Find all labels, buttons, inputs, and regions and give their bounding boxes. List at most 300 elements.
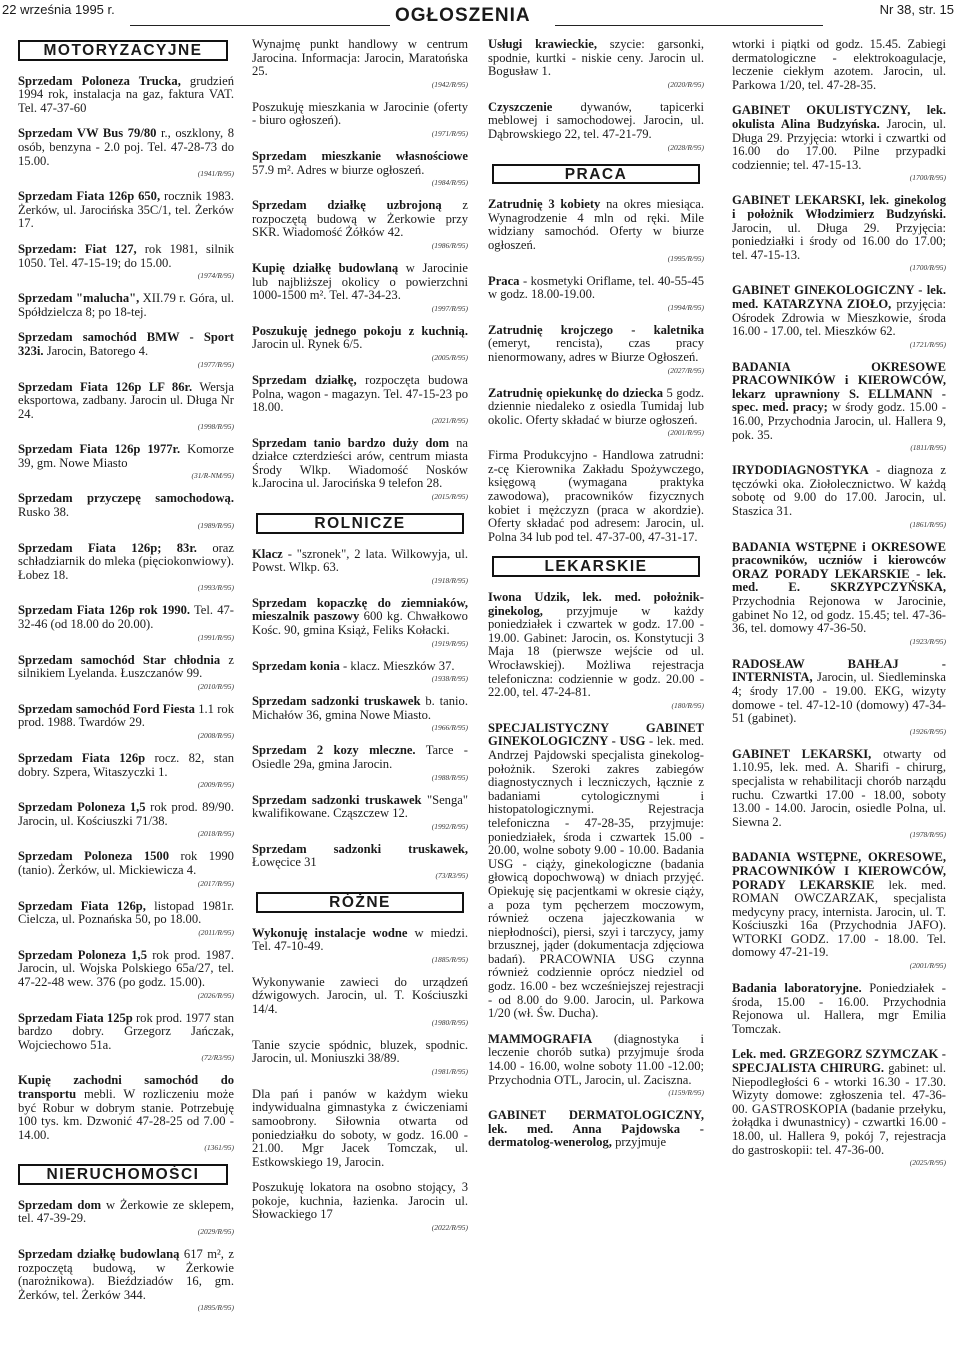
classified-ad	[18, 654, 234, 691]
ad-code: (1995/R/95)	[667, 253, 704, 263]
classified-ad	[18, 492, 234, 529]
ad-lead: GABINET LEKARSKI,	[732, 746, 872, 761]
classified-ad	[252, 976, 468, 1027]
classified-ad	[252, 374, 468, 425]
ad-code: (1811/R/95)	[910, 443, 946, 453]
ad-body: mebli. W rozliczeniu może być Robur w dobrym stanie. Potrzebuję 100 tys. km. Dzwonić 47-28-25 od 7.00 - 14.00.	[18, 1086, 234, 1142]
ad-text	[732, 361, 946, 443]
ad-lead: Sprzedam "malucha",	[18, 291, 140, 306]
section-heading: ROLNICZE	[256, 513, 464, 534]
classified-ad	[18, 1074, 234, 1152]
classified-ad	[732, 851, 946, 970]
classified-ad	[488, 275, 704, 312]
ad-lead: Sprzedam Fiata 126p rok 1990.	[18, 603, 191, 618]
classified-ad	[252, 1088, 468, 1170]
ad-body: dywanów, tapicerki meblowej i samochodowej. Jarocin, ul. Dąbrowskiego 22, tel. 47-21-79.	[488, 99, 704, 141]
ad-text	[18, 850, 234, 877]
ad-code: (1861/R/95)	[909, 519, 946, 529]
classified-ad	[732, 38, 946, 92]
ad-code: (1895/R/95)	[197, 1303, 234, 1313]
ad-lead: Sprzedam Fiata 126p LF 86r.	[18, 379, 193, 394]
ad-text	[252, 794, 468, 821]
ad-lead: Sprzedam działkę uzbrojoną	[252, 198, 442, 213]
ad-lead: Iwona Udzik, lek. med. położnik-ginekolog,	[488, 590, 704, 618]
ad-text	[252, 199, 468, 240]
ad-lead: Sprzedam Poloneza 1500	[18, 849, 170, 864]
classified-ad	[732, 464, 946, 528]
ad-code: (1993/R/95)	[197, 583, 234, 593]
ad-lead: Sprzedam dom	[18, 1197, 102, 1212]
ad-lead: GABINET DERMATOLOGICZNY, lek. med. Anna Pajdowska - dermatolog-wenerolog,	[488, 1108, 704, 1150]
ad-body: rok prod. 89/90. Jarocin, ul. Kościuszki 71/38.	[18, 800, 234, 828]
classified-ad	[488, 449, 704, 544]
classified-ad	[18, 1248, 234, 1312]
ad-body: w środy godz. 15.00 - 16.00, Przychodnia Jarocin, ul. Hallera 9, pok. 35.	[732, 400, 947, 442]
ad-body: grudzień 1994 rok, instalacja na gaz, faktura VAT. Tel. 47-37-60	[18, 73, 234, 115]
ad-code: (1977/R/95)	[197, 359, 234, 369]
ad-body: Dla pań i panów w każdym wieku indywidualna gimnastyka z ćwiczeniami samoobrony. Siłownia otwarta od poniedziałku do soboty, w godz. 16.00 - 21.00. Mgr Jacek Tomczak, ul. Estkowskiego 19, Jarocin.	[252, 1086, 468, 1169]
ad-lead: Usługi krawieckie,	[488, 37, 597, 51]
ad-body: Poniedziałek - środa, 15.00 - 16.00. Przychodnia Rejonowa ul. Hallera, mgr Emilia Tomczak.	[732, 981, 946, 1036]
classified-ad	[488, 722, 704, 1021]
ad-code: (180/R/95)	[671, 700, 704, 710]
ad-body: szycie: garsonki, spodnie, kurtki - niskie ceny. Jarocin ul. Bogusław 1.	[488, 37, 704, 79]
ad-code: (2011/R/95)	[198, 927, 234, 937]
ad-lead: Lek. med. GRZEGORZ SZYMCZAK - SPECJALISTA CHIRURG.	[732, 1047, 946, 1076]
ad-text	[18, 900, 234, 927]
ad-lead: Sprzedam działkę,	[252, 372, 357, 387]
ad-text	[18, 703, 234, 730]
ad-body: - klacz. Mieszków 37.	[339, 658, 455, 673]
ad-body: na okres miesiąca. Wynagrodzenie 4 mln od ręki. Mile widziany samochód. Oferty w biurze ogłoszeń.	[488, 197, 704, 252]
ad-text	[252, 927, 468, 954]
ad-body: Wykonywanie zawieci do urządzeń dźwigowych. Jarocin, ul. T. Kościuszki 14/4.	[252, 974, 468, 1016]
classified-ad	[488, 324, 704, 375]
classified-ad	[252, 262, 468, 313]
ad-lead: Sprzedam VW Bus 79/80	[18, 126, 157, 141]
ad-body: "Senga" kwalifikowane. Cząszczew 12.	[252, 792, 468, 821]
ad-code: (1700/R/95)	[909, 263, 946, 273]
ad-lead: Sprzedam Poloneza Trucka,	[18, 73, 181, 88]
ad-lead: Wykonuję instalacje wodne	[252, 925, 408, 940]
ad-text	[252, 597, 468, 638]
ad-code: (1974/R/95)	[197, 271, 234, 281]
classified-ad	[252, 597, 468, 648]
ad-code: (72/R3/95)	[201, 1053, 234, 1063]
ad-code: (2017/R/95)	[197, 878, 234, 888]
ad-body: Tanie szycie spódnic, bluzek, spodnic. Jarocin, ul. Moniuszki 38/89.	[252, 1037, 468, 1066]
ad-body: Jarocin, Batorego 4.	[43, 343, 149, 358]
ad-code: (1721/R/95)	[909, 339, 946, 349]
ad-body: Tarce - Osiedle 29a, gmina Jarocin.	[252, 743, 468, 771]
classified-ad	[252, 744, 468, 781]
ad-text	[488, 198, 704, 252]
ad-text	[732, 541, 946, 636]
ad-body: przyjęcia: Ośrodek Zdrowia w Mieszkowie, środa 16.00 - 17.00, tel. Mieszków 62.	[732, 296, 946, 339]
ad-code: (1992/R/95)	[431, 821, 468, 831]
ad-text	[18, 381, 234, 422]
ad-code: (2001/R/95)	[667, 428, 704, 438]
ad-body: otwarty od 1.10.95, lek. med. A. Sharifi - chirurg, specjalista w rehabilitacji chorób narządu ruchu. Czwartki 17.00 - 18.00, soboty 13.00 - 14.00. Jarocin, osiedle Polna, ul. Siewna 2.	[732, 746, 946, 829]
ad-body: Wersja eksportowa, zadbany. Jarocin ul. Długa Nr 24.	[18, 379, 234, 421]
classified-ad	[18, 801, 234, 838]
ad-text	[488, 324, 704, 365]
ad-code: (2010/R/95)	[197, 681, 234, 691]
ad-text	[488, 591, 704, 700]
ad-text	[18, 243, 234, 270]
classified-ad	[252, 843, 468, 880]
column-1	[18, 38, 234, 1324]
ad-text	[488, 387, 704, 428]
ad-lead: Poszukuję jednego pokoju z kuchnią.	[252, 323, 468, 338]
ad-text	[252, 695, 468, 722]
ad-code: (31/R-NM/95)	[191, 471, 234, 481]
ad-body: przyjmuje w każdy poniedziałek i czwartek w godz. 17.00 - 19.00. Gabinet: Jarocin, os. Konstytucji 3 Maja 18 (pierwsze wejście od ul. Wrocławskiej). Możliwa rejestracja telefoniczna: codziennie w godz. 20.00 - 22.00, tel. 47-24-81.	[488, 603, 704, 700]
ad-code: (1159/R/95)	[668, 1088, 704, 1098]
ad-text	[18, 752, 234, 779]
ad-lead: GABINET GINEKOLOGICZNY - lek. med. KATARZYNA ZIOŁO,	[732, 283, 946, 311]
ad-code: (1923/R/95)	[909, 636, 946, 646]
classified-ad	[18, 292, 234, 319]
ad-text	[732, 982, 946, 1036]
ad-code: (2020/R/95)	[667, 79, 704, 89]
ad-text	[252, 325, 468, 352]
classified-ad	[252, 437, 468, 501]
classified-ad	[252, 695, 468, 732]
ad-code: (1981/R/95)	[431, 1066, 468, 1076]
ad-code: (2018/R/95)	[197, 829, 234, 839]
ad-body: rok prod. 1987. Jarocin, ul. Wojska Polskiego 65a/27, tel. 47-22-48 wew. 376 (po godz. 15.00).	[18, 947, 234, 989]
ad-code: (1941/R/95)	[197, 169, 234, 179]
ad-code: (2026/R/95)	[197, 990, 234, 1000]
ad-text	[732, 284, 946, 338]
classified-ad	[488, 591, 704, 710]
ad-body: oraz schładziarnik do mleka (pięciokonwiowy). Łobez 18.	[18, 540, 234, 582]
ad-text	[252, 262, 468, 303]
ad-text	[18, 654, 234, 681]
ad-body: Firma Produkcyjno - Handlowa zatrudni: z-cę Kierownika Zakładu Spożywczego, księgową (wymagana praktyka zawodowa), pracowników fizycznych kobiet i mężczyzn (praca w akordzie). Oferty składać pod adresem: Jarocin, ul. Polna 34 lub pod tel. 47-37-00, 47-31-17.	[488, 448, 704, 544]
ad-lead: Sprzedam mieszkanie własnościowe	[252, 148, 468, 163]
classified-ad	[252, 150, 468, 187]
ad-code: (1997/R/95)	[431, 303, 468, 313]
ad-text	[18, 604, 234, 631]
ad-text	[18, 1074, 234, 1142]
ad-text	[252, 1088, 468, 1170]
classified-ad	[732, 361, 946, 453]
classified-ad	[732, 541, 946, 646]
ad-text	[252, 548, 468, 575]
ad-code: (73/R3/95)	[435, 870, 468, 880]
column-3	[488, 38, 704, 1162]
ad-lead: Sprzedam tanio bardzo duży dom	[252, 435, 450, 450]
ad-lead: Sprzedam Fiata 126p 1977r.	[18, 442, 181, 457]
ad-body: z rozpoczętą budową w Żerkowie przy SKR. Wiadomość Żółków 42.	[252, 198, 468, 240]
ad-code: (2028/R/95)	[667, 142, 704, 152]
ad-lead: Sprzedam działkę budowlaną	[18, 1247, 180, 1262]
classified-ad	[488, 1109, 704, 1150]
ad-code: (1998/R/95)	[197, 422, 234, 432]
ad-text	[252, 1039, 468, 1066]
ad-body: rozpoczęta budowa Polna, wagon - magazyn. Tel. 47-15-23 po 18.00.	[252, 372, 468, 415]
ad-text	[18, 190, 234, 231]
ad-lead: Badania laboratoryjne.	[732, 981, 862, 996]
classified-ad	[18, 752, 234, 789]
ad-code: (2005/R/95)	[431, 352, 468, 362]
ad-lead: Sprzedam Fiata 126p 650,	[18, 189, 161, 204]
column-2	[252, 38, 468, 1244]
ad-text	[18, 75, 234, 116]
ad-body: listopad 1981r. Cielcza, ul. Poznańska 50, po 18.00.	[18, 898, 234, 927]
ad-lead: IRYDODIAGNOSTYKA	[732, 463, 869, 478]
ad-text	[252, 660, 468, 674]
ad-body: b. tanio. Michałów 36, gmina Nowe Miasto.	[252, 694, 468, 722]
ad-text	[18, 1199, 234, 1226]
ad-text	[252, 1181, 468, 1222]
ad-text	[488, 449, 704, 544]
ad-body: - "szronek", 2 lata. Wilkowyja, ul. Powst. Wlkp. 63.	[252, 546, 468, 575]
ad-body: Rusko 38.	[18, 505, 70, 520]
ad-lead: Zatrudnię opiekunkę do dziecka	[488, 385, 664, 400]
classified-ad	[18, 542, 234, 593]
ad-body: Poszukuję mieszkania w Jarocinie (oferty - biuro ogłoszeń).	[252, 99, 468, 128]
ad-code: (1994/R/95)	[667, 302, 704, 312]
classified-ad	[488, 101, 704, 152]
classified-ad	[18, 75, 234, 116]
section-heading: RÓŻNE	[256, 892, 464, 913]
ad-body: Jarocin, ul. Siedleminska 4; środy 17.00 - 19.00. EKG, wizyty domowe - tel. 47-12-10 (domowy) 47-34-51 (gabinet).	[732, 670, 946, 726]
ad-body: - kosmetyki Oriflame, tel. 40-55-45 w godz. 18.00-19.00.	[488, 273, 704, 302]
ad-body: Jarocin, ul. Długa 29. Przyjęcia: wtorki i czwartki od 16.00 do 17.00. Pilne przypadki codziennie; tel. 47-15-13.	[732, 116, 946, 172]
classified-ad	[252, 1039, 468, 1076]
ad-code: (2015/R/95)	[431, 492, 468, 502]
ad-code: (1988/R/95)	[431, 772, 468, 782]
ad-body: r., oszklony, 8 osób, benzyna - 2.0 poj. Tel. 47-28-73 do 15.00.	[18, 126, 234, 168]
ad-text	[252, 150, 468, 177]
ad-body: Poszukuję lokatora na osobno stojący, 3 pokoje, kuchnia, łazienka. Jarocin ul. Słowackiego 17	[252, 1180, 468, 1222]
classified-ad	[18, 1012, 234, 1063]
ad-body: Przychodnia Rejonowa w Jarocinie, gabinet No 12, od godz. 15.45; tel. 47-36-36, tel. domowy 47-36-50.	[732, 594, 946, 636]
ad-lead: Sprzedam 2 kozy mleczne.	[252, 743, 416, 758]
ad-body: - lek. med. Andrzej Pajdowski specjalista ginekolog-położnik. Szeroki zakres zabiegów diagnostycznych i leczniczych, łącznie z badaniami cytologicznymi i histopatologicznymi. Rejestracja telefoniczna - 47-28-35, przyjmuje: poniedziałek, środa i czwartek 15.00 - 20.00, wolne soboty 9.00 - 10.00. Badania USG - ciąży, ginekologiczne (badania głowicą dopochwową) w dniach przyjęć. Opiekuję się pacjentkami w okresie ciąży, a poza tym pęcherzem moczowym, również oczena jajeczkowania w niepłodności), piersi, szyi i tarczycy, jamy brzusznej, jąder (dokumentacja zdjęciowa badań). PRACOWNIA USG czynna również codziennie oprócz niedziel od godz. 16.00 - bez wcześniejszej rejestracji - od 8.00 do 9.00. Jarocin, ul. Parkowa 1/20 (wł. Św. Ducha).	[488, 734, 704, 1021]
ad-code: (1942/R/95)	[431, 79, 468, 89]
classified-ad	[18, 900, 234, 937]
classified-ad	[252, 660, 468, 684]
ad-text	[18, 492, 234, 519]
ad-code: (1966/R/95)	[431, 723, 468, 733]
section-heading: LEKARSKIE	[492, 556, 700, 577]
classified-ad	[732, 982, 946, 1036]
ad-code: (2027/R/95)	[667, 365, 704, 375]
classified-ad	[732, 284, 946, 348]
ad-lead: Zatrudnię krojczego - kaletnika	[488, 322, 704, 337]
ad-body: rocznik 1983. Żerków, ul. Jarocińska 35C/1, tel. Żerków 17.	[18, 189, 234, 231]
ad-lead: BADANIA OKRESOWE PRACOWNIKÓW i KIEROWCÓW, lekarz uprawniony S. ELLMANN - spec. med. pracy;	[732, 359, 946, 415]
ad-body: - diagnoza z tęczówki oka. Ziołolecznictwo. W każdą sobotę od 9.00 do 17.00. Jarocin, ul. Staszica 31.	[732, 463, 946, 519]
section-heading: NIERUCHOMOŚCI	[18, 1164, 228, 1185]
ad-body: 600 kg. Chwałkowo Kośc. 90, gmina Książ, Feliks Kołacki.	[252, 609, 468, 638]
classified-ad	[252, 325, 468, 362]
ad-lead: GABINET OKULISTYCZNY, lek. okulista Alina Budzyńska.	[732, 103, 946, 131]
ad-lead: BADANIA WSTĘPNE, OKRESOWE, PRACOWNIKÓW I KIEROWCÓW, PORADY LEKARSKIE	[732, 850, 946, 892]
section-title: OGŁOSZENIA	[395, 5, 531, 26]
ad-lead: Sprzedam: Fiat 127,	[18, 241, 137, 256]
ad-lead: Sprzedam przyczepę samochodową.	[18, 491, 234, 506]
ad-body: Łowęcice 31	[252, 855, 317, 870]
ad-code: (1978/R/95)	[909, 830, 946, 840]
ad-text	[18, 331, 234, 358]
ad-text	[252, 437, 468, 491]
ad-text	[488, 275, 704, 302]
ad-body: rok 1981, silnik 1050. Tel. 47-15-19; do 15.00.	[18, 241, 235, 270]
ad-text	[732, 38, 946, 92]
ad-lead: Czyszczenie	[488, 99, 553, 114]
ad-body: w Żerkowie ze sklepem, tel. 47-39-29.	[18, 1197, 234, 1226]
classified-ad	[18, 850, 234, 887]
ad-lead: BADANIA WSTĘPNE i OKRESOWE pracowników, uczniów i kierowców ORAZ PORADY LEKARSKIE - lek. med. E. SKRZYPCZYŃSKA,	[732, 539, 946, 595]
ad-lead: Zatrudnię 3 kobiety	[488, 197, 601, 212]
ad-lead: Sprzedam kopaczkę do ziemniaków, mieszalnik paszowy	[252, 595, 468, 624]
ad-text	[732, 1048, 946, 1157]
ad-body: rocz. 82, stan dobry. Szpera, Witaszyczki 1.	[18, 751, 234, 779]
ad-body: Komorze 39, gm. Nowe Miasto	[18, 442, 234, 470]
ad-code: (1700/R/95)	[909, 173, 946, 183]
classified-ad	[488, 387, 704, 438]
ad-lead: MAMMOGRAFIA	[488, 1031, 593, 1046]
ad-text	[732, 464, 946, 518]
ad-text	[732, 104, 946, 172]
ad-body: lek. med. ROMAN OWCZARZAK, specjalista medycyny pracy, internista. Jarocin, ul. T. Kościuszki 16a (Przychodnia JAFO). WTORKI GODZ. 17.00 - 18.00. Tel. domowy 47-21-19.	[732, 877, 946, 960]
ad-text	[488, 1109, 704, 1150]
classified-ad	[18, 190, 234, 231]
ad-code: (1980/R/95)	[431, 1017, 468, 1027]
ad-lead: Sprzedam konia	[252, 658, 340, 673]
ad-lead: GABINET LEKARSKI, lek. ginekolog i położnik Włodzimierz Budzyński.	[732, 193, 946, 221]
ad-text	[18, 542, 234, 583]
classified-ad	[252, 548, 468, 585]
ad-text	[18, 443, 234, 470]
ad-lead: Sprzedam Fiata 126p,	[18, 898, 146, 913]
column-4	[732, 38, 946, 1179]
ad-lead: Klacz	[252, 546, 283, 561]
ad-lead: Sprzedam Poloneza 1,5	[18, 947, 147, 962]
issue-page: Nr 38, str. 15	[879, 2, 954, 17]
classified-ad	[488, 1033, 704, 1097]
ad-lead: Kupię zachodni samochód do transportu	[18, 1073, 234, 1101]
ad-body: (diagnostyka i leczenie chorób sutka) przyjmuje środa 14.00 - 16.00, wolne soboty 11.00 -12.00; Przychodnia OTL, Jarocin, ul. Zaciszna.	[488, 1031, 704, 1087]
classified-ad	[252, 1181, 468, 1232]
classified-ad	[18, 949, 234, 1000]
ad-code: (2008/R/95)	[197, 731, 234, 740]
ad-text	[488, 38, 704, 79]
ad-text	[252, 38, 468, 79]
ad-text	[18, 949, 234, 990]
header-rule-right	[555, 25, 823, 26]
classified-ad	[252, 199, 468, 250]
ad-lead: Sprzedam samochód BMW - Sport 323i.	[18, 330, 234, 358]
classified-ad	[252, 101, 468, 138]
ad-lead: Sprzedam sadzonki truskawek	[252, 694, 421, 709]
ad-body: Jarocin, ul. Długa 29. Przyjęcia: poniedziałki i środy od 16.00 do 17.00; tel. 47-15-13.	[732, 220, 946, 262]
ad-body: wtorki i piątki od godz. 15.45. Zabiegi dermatologiczne - elektrokoagulacje, leczenie ciekłym azotem. Jarocin, ul. Parkowa 1/20, tel. 47-28-35.	[732, 37, 946, 92]
ad-body: 1.1 rok prod. 1988. Twardów 29.	[18, 701, 235, 730]
classified-ad	[18, 243, 234, 280]
ad-body: przyjmuje	[611, 1135, 667, 1150]
ad-text	[488, 722, 704, 1021]
ad-body: 5 godz. dziennie niedaleko z osiedla Tumidaj lub okolic. Oferty składać w biurze ogłoszeń.	[488, 385, 704, 427]
ad-code: (1986/R/95)	[431, 240, 468, 250]
ad-code: (1918/R/95)	[431, 575, 468, 585]
classified-ad	[252, 927, 468, 964]
ad-body: w miedzi. Tel. 47-10-49.	[252, 925, 468, 954]
classified-ad	[18, 443, 234, 480]
ad-body: z silnikiem Lyelanda. Łuszczanów 99.	[18, 652, 234, 681]
ad-text	[18, 292, 234, 319]
ad-code: (1989/R/95)	[197, 520, 234, 530]
classified-ad	[252, 38, 468, 89]
classified-ad	[732, 194, 946, 272]
ad-body: na działce czterdzieści arów, centrum miasta Środy Wlkp. Wiadomość Nosków k.Jarocina ul. Jarocińska 9 telefon 28.	[252, 435, 468, 491]
ad-text	[488, 1033, 704, 1087]
ad-text	[18, 1248, 234, 1302]
ad-text	[252, 843, 468, 870]
ad-lead: RADOSŁAW BAHŁAJ - INTERNISTA,	[732, 656, 946, 685]
ad-text	[732, 851, 946, 960]
ad-code: (1926/R/95)	[909, 726, 946, 736]
ad-lead: Sprzedam Fiata 125p	[18, 1010, 133, 1025]
ad-code: (1984/R/95)	[431, 178, 468, 188]
classified-ad	[732, 104, 946, 182]
ad-code: (2025/R/95)	[909, 1158, 946, 1168]
ad-lead: Sprzedam sadzonki truskawek	[252, 792, 422, 807]
ad-code: (1991/R/95)	[197, 632, 234, 642]
ad-code: (1938/R/95)	[431, 674, 468, 684]
ad-text	[252, 976, 468, 1017]
ad-code: (1361/95)	[204, 1143, 234, 1153]
ad-lead: SPECJALISTYCZNY GABINET GINEKOLOGICZNY - USG	[488, 720, 704, 749]
ad-code: (2022/R/95)	[431, 1223, 468, 1233]
ad-text	[732, 658, 946, 726]
ad-text	[252, 101, 468, 128]
page-header	[0, 0, 960, 30]
ad-code: (2029/R/95)	[197, 1227, 234, 1237]
ad-text	[252, 374, 468, 415]
classified-ad	[18, 604, 234, 641]
ad-body: rok 1990 (tanio). Żerków, ul. Mickiewicza 4.	[18, 849, 234, 877]
header-rule-left	[130, 25, 390, 26]
ad-body: 617 m², z rozpoczętą budową, w Żerkowie (narożnikowa). Bieździadów 16, gm. Żerków, tel. Żerków 344.	[18, 1247, 234, 1302]
ad-lead: Kupię działkę budowlaną	[252, 260, 399, 275]
classified-ad	[252, 794, 468, 831]
classified-ad	[488, 38, 704, 89]
ad-code: (2021/R/95)	[431, 415, 468, 425]
ad-lead: Sprzedam Fiata 126p	[18, 751, 146, 765]
ad-lead: Sprzedam Poloneza 1,5	[18, 800, 146, 815]
ad-code: (1971/R/95)	[431, 128, 468, 138]
ad-body: Wynajmę punkt handlowy w centrum Jarocina. Informacja: Jarocin, Maratońska 25.	[252, 37, 468, 79]
ad-body: Jarocin ul. Rynek 6/5.	[252, 337, 363, 352]
classified-ad	[18, 127, 234, 178]
issue-date: 22 września 1995 r.	[2, 2, 115, 17]
classified-ad	[732, 1048, 946, 1167]
ad-text	[18, 1012, 234, 1053]
ad-lead: Sprzedam Fiata 126p; 83r.	[18, 540, 197, 555]
ad-text	[732, 748, 946, 830]
ad-code: (1885/R/95)	[431, 954, 468, 964]
section-heading: MOTORYZACYJNE	[18, 40, 228, 61]
ad-text	[18, 127, 234, 168]
classified-ad	[18, 1199, 234, 1236]
ad-lead: Sprzedam samochód Star chłodnia	[18, 652, 221, 667]
